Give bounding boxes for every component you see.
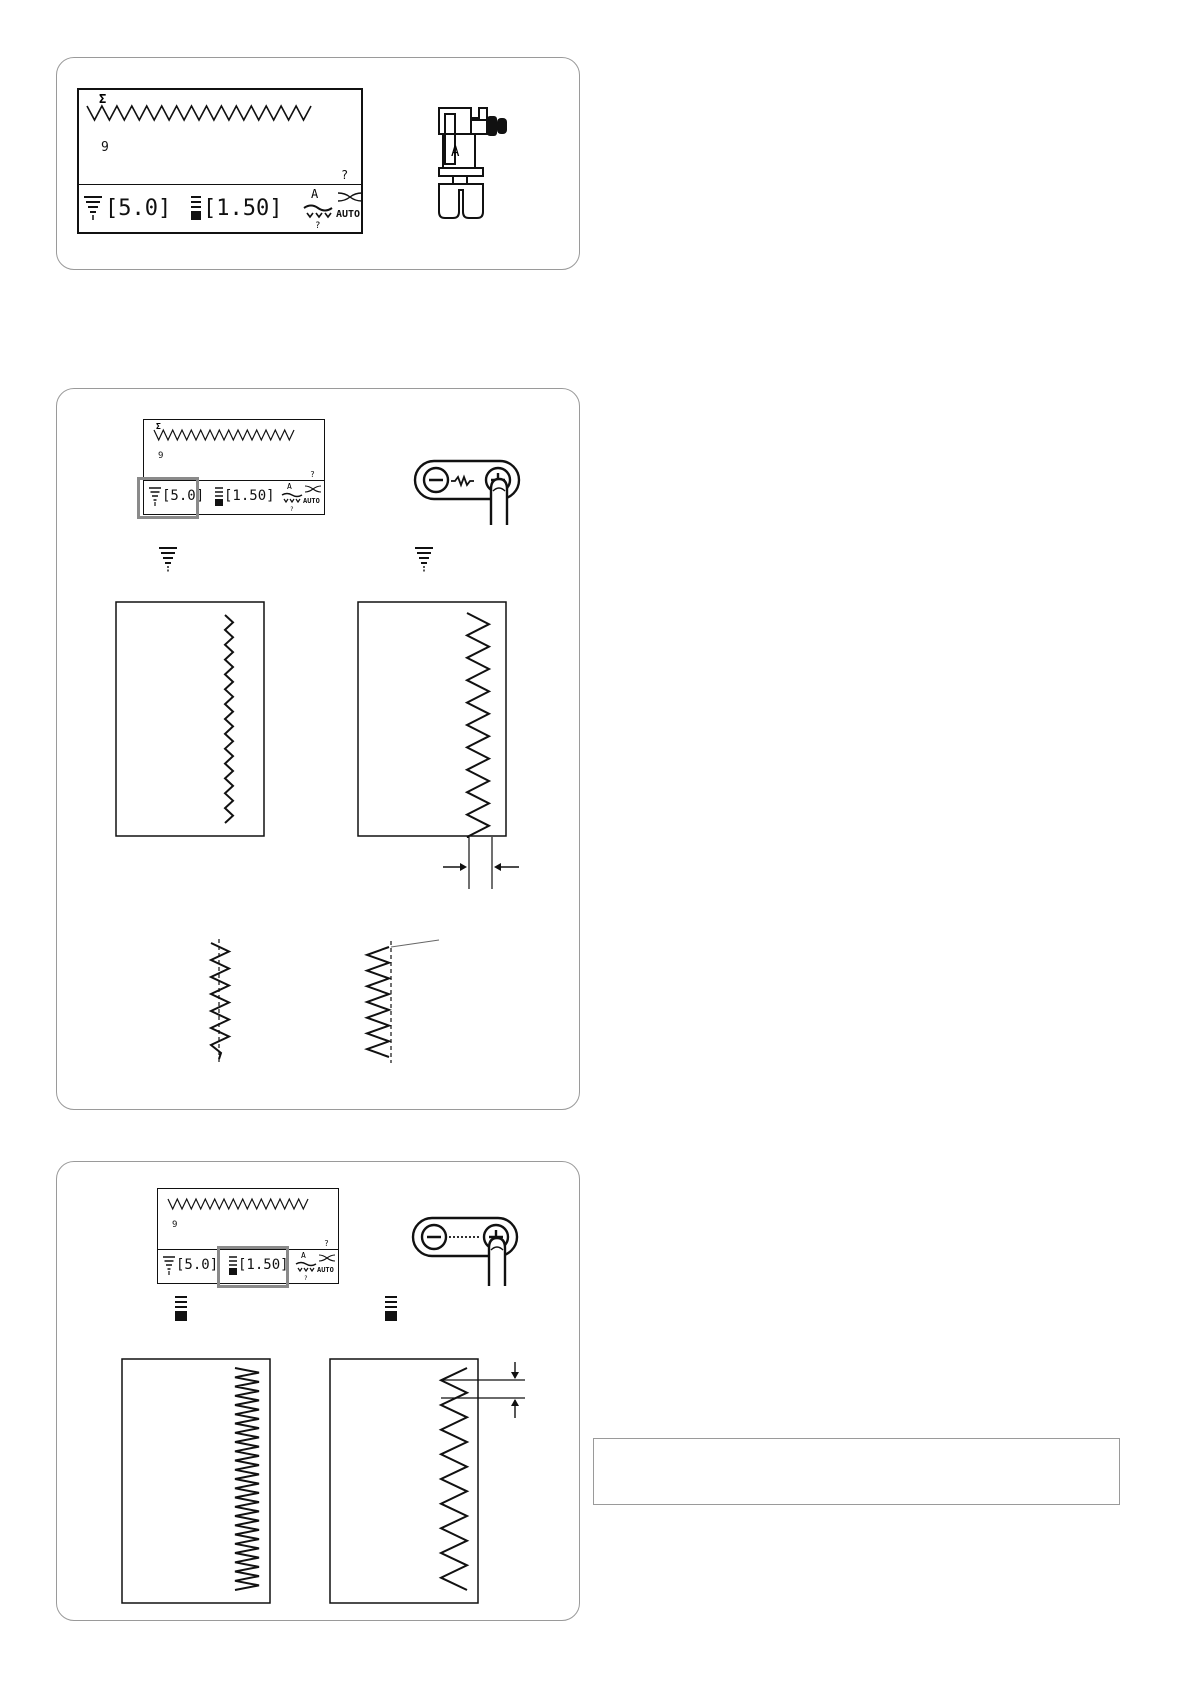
width-adjust-button-illustration xyxy=(413,455,529,525)
svg-text:?: ? xyxy=(304,1275,308,1281)
stitch-width-value: [5.0] xyxy=(176,1257,219,1273)
stitch-length-value: [1.50] xyxy=(203,196,283,221)
figure-panel-stitch-width xyxy=(56,388,580,1110)
center-needle-zigzag-diagram xyxy=(205,937,265,1067)
note-box xyxy=(593,1438,1120,1505)
svg-text:Σ: Σ xyxy=(156,422,161,431)
stitch-width-increase-icon xyxy=(413,545,435,577)
stitch-length-icon xyxy=(214,486,224,508)
stitch-width-icon xyxy=(162,1255,176,1277)
stitch-width-value: [5.0] xyxy=(162,488,205,504)
long-length-fabric-sample xyxy=(329,1358,541,1604)
auto-label: AUTO xyxy=(303,497,320,505)
foot-letter: A xyxy=(311,187,319,201)
length-adjust-button-illustration xyxy=(411,1212,527,1286)
help-icon: ? xyxy=(324,1239,329,1248)
auto-label: AUTO xyxy=(336,209,361,220)
svg-text:?: ? xyxy=(290,506,294,512)
pattern-number: 9 xyxy=(158,451,164,461)
foot-letter: A xyxy=(451,144,460,160)
foot-feed-icon xyxy=(294,1249,318,1281)
wide-zigzag-fabric-sample xyxy=(357,601,521,891)
left-needle-zigzag-diagram xyxy=(353,937,489,1067)
narrow-zigzag-fabric-sample xyxy=(115,601,265,837)
thread-cutter-icon xyxy=(337,190,363,204)
zigzag-pattern-icon xyxy=(144,420,326,446)
stitch-length-decrease-icon xyxy=(173,1294,189,1324)
help-icon: ? xyxy=(341,168,349,182)
zigzag-pattern-icon xyxy=(79,90,365,130)
svg-text:Σ: Σ xyxy=(99,92,107,106)
stitch-length-value: [1.50] xyxy=(238,1257,289,1273)
pattern-number: 9 xyxy=(101,140,109,155)
stitch-length-icon xyxy=(189,194,203,224)
width-field-highlight xyxy=(137,477,199,519)
zigzag-pattern-icon xyxy=(158,1189,340,1215)
lcd-screen xyxy=(77,88,363,234)
foot-letter: A xyxy=(287,482,292,491)
auto-label: AUTO xyxy=(317,1266,334,1274)
foot-letter: A xyxy=(301,1251,306,1260)
help-icon: ? xyxy=(310,470,315,479)
figure-panel-stitch-length xyxy=(56,1161,580,1621)
svg-text:?: ? xyxy=(315,221,321,230)
stitch-width-decrease-icon xyxy=(157,545,179,577)
foot-feed-icon xyxy=(301,186,335,230)
thread-cutter-icon xyxy=(304,484,322,494)
pattern-number: 9 xyxy=(172,1220,178,1230)
foot-feed-icon xyxy=(280,480,304,512)
thread-cutter-icon xyxy=(318,1253,336,1263)
figure-panel-presser-foot xyxy=(56,57,580,270)
stitch-width-value: [5.0] xyxy=(105,196,172,221)
stitch-width-icon xyxy=(83,194,103,224)
lcd-divider xyxy=(79,184,361,185)
presser-foot-a-illustration xyxy=(427,104,527,224)
length-field-highlight xyxy=(217,1246,289,1288)
short-length-fabric-sample xyxy=(121,1358,271,1604)
stitch-length-value: [1.50] xyxy=(224,488,275,504)
stitch-length-increase-icon xyxy=(383,1294,399,1324)
